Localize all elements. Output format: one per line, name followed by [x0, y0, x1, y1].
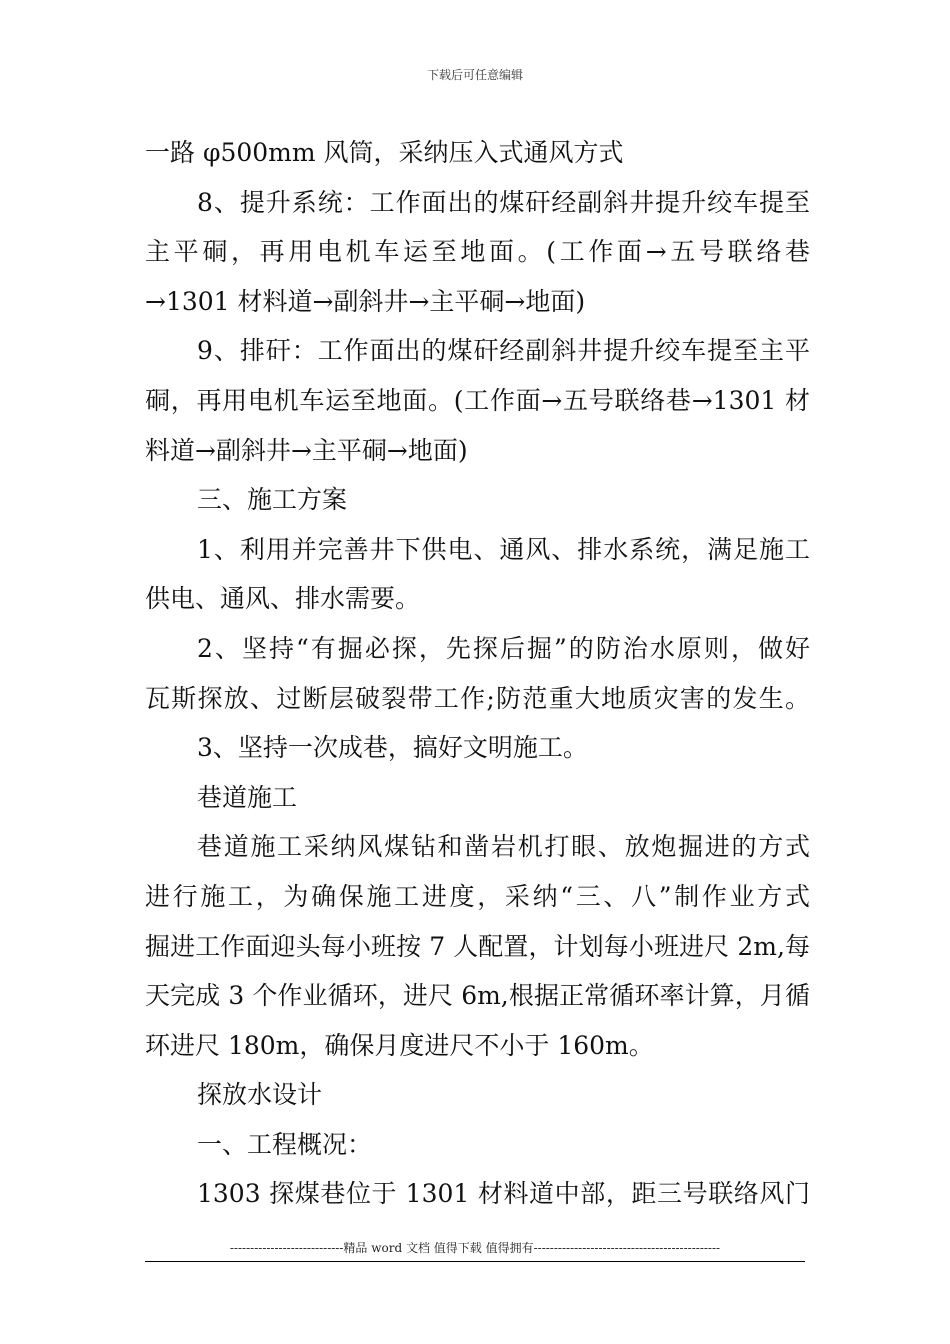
- text-line: 瓦斯探放、过断层破裂带工作;防范重大地质灾害的发生。: [145, 683, 810, 713]
- footer-note: ----------------------------精品 word 文档 值得下载 值得拥有----------------------------------------------: [229, 1241, 721, 1255]
- text-line: 掘进工作面迎头每小班按 7 人配置，计划每小班进尺 2m,每: [145, 931, 810, 961]
- text-line: 一、工程概况：: [197, 1129, 373, 1159]
- text-line: 2、坚持“有掘必探，先探后掘”的防治水原则，做好: [197, 633, 810, 663]
- text-line: 进行施工，为确保施工进度，采纳“三、八”制作业方式: [145, 881, 810, 911]
- page-header-note: 下载后可任意编辑: [426, 68, 523, 82]
- text-line: 3、坚持一次成巷，搞好文明施工。: [197, 733, 588, 763]
- text-line: 料道→副斜井→主平硐→地面): [145, 435, 468, 465]
- document-body: [145, 128, 810, 1219]
- text-line: 巷道施工: [197, 782, 298, 812]
- text-line: →1301 材料道→副斜井→主平硐→地面): [145, 286, 586, 316]
- text-line: 硐，再用电机车运至地面。(工作面→五号联络巷→1301 材: [145, 385, 810, 415]
- text-line: 9、排矸：工作面出的煤矸经副斜井提升绞车提至主平: [197, 336, 810, 366]
- page-footer: [145, 1240, 805, 1262]
- text-line: 8、提升系统：工作面出的煤矸经副斜井提升绞车提至: [197, 187, 810, 217]
- footer-rule: [145, 1261, 805, 1262]
- text-line: 一路 φ500mm 风筒，采纳压入式通风方式: [145, 138, 624, 167]
- text-line: 探放水设计: [197, 1080, 323, 1110]
- text-line: 环进尺 180m，确保月度进尺不小于 160m。: [145, 1030, 654, 1060]
- text-line: 供电、通风、排水需要。: [145, 584, 421, 614]
- text-line: 天完成 3 个作业循环，进尺 6m,根据正常循环率计算，月循: [145, 981, 810, 1011]
- text-line: 1、利用并完善井下供电、通风、排水系统，满足施工: [197, 534, 810, 564]
- text-line: 三、施工方案: [197, 485, 348, 515]
- text-line: 1303 探煤巷位于 1301 材料道中部，距三号联络风门: [197, 1179, 810, 1209]
- text-line: 巷道施工采纳风煤钻和凿岩机打眼、放炮掘进的方式: [197, 832, 810, 862]
- text-line: 主平硐，再用电机车运至地面。(工作面→五号联络巷: [145, 237, 810, 267]
